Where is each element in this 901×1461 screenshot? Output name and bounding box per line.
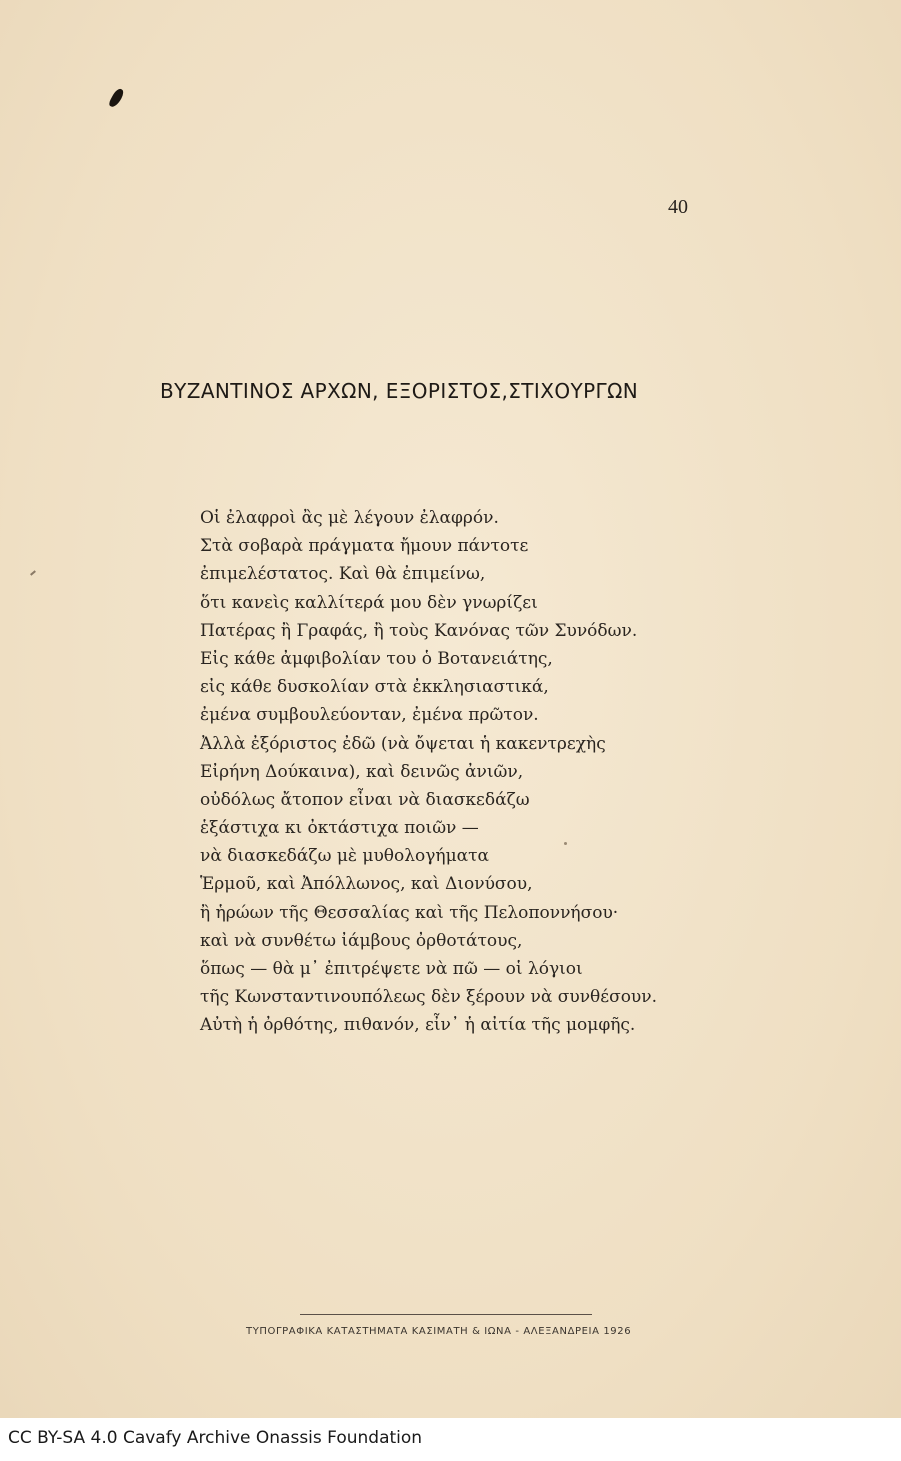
poem-line: ἐπιμελέστατος. Καὶ θὰ ἐπιμείνω, xyxy=(200,564,486,585)
pencil-tick-mark xyxy=(30,570,36,575)
poem-line: ἢ ἡρώων τῆς Θεσσαλίας καὶ τῆς Πελοποννήσου· xyxy=(200,902,619,923)
poem-line: Στὰ σοβαρὰ πράγματα ἤμουν πάντοτε xyxy=(200,536,529,557)
poem-line: Πατέρας ἢ Γραφάς, ἢ τοὺς Κανόνας τῶν Συνόδων. xyxy=(200,620,638,641)
ink-mark xyxy=(108,87,125,109)
poem-line: Ἀλλὰ ἐξόριστος ἐδῶ (νὰ ὄψεται ἡ κακεντρεχὴς xyxy=(200,733,606,754)
poem-line: νὰ διασκεδάζω μὲ μυθολογήματα xyxy=(200,846,490,867)
poem-line: ἑξάστιχα κι ὀκτάστιχα ποιῶν — xyxy=(200,818,479,839)
poem-line: Οἱ ἐλαφροὶ ἂς μὲ λέγουν ἐλαφρόν. xyxy=(200,508,499,528)
poem-line: καὶ νὰ συνθέτω ἰάμβους ὀρθοτάτους, xyxy=(200,930,523,951)
poem-title: ΒΥΖΑΝΤΙΝΟΣ ΑΡΧΩΝ, ΕΞΟΡΙΣΤΟΣ,ΣΤΙΧΟΥΡΓΩΝ xyxy=(160,379,639,403)
footer-rule xyxy=(300,1314,592,1315)
poem-line: Ἑρμοῦ, καὶ Ἀπόλλωνος, καὶ Διονύσου, xyxy=(200,874,533,895)
poem-line: τῆς Κωνσταντινουπόλεως δὲν ξέρουν νὰ συνθέσουν. xyxy=(200,987,657,1008)
poem-body xyxy=(200,504,657,1040)
poem-line: ἐμένα συμβουλεύονταν, ἐμένα πρῶτον. xyxy=(200,705,539,726)
poem-line: Αὐτὴ ἡ ὀρθότης, πιθανόν, εἶν᾽ ἡ αἰτία τῆς μομφῆς. xyxy=(200,1015,636,1036)
printer-imprint: ΤΥΠΟΓΡΑΦΙΚΑ ΚΑΤΑΣΤΗΜΑΤΑ ΚΑΣΙΜΑΤΗ & ΙΩΝΑ - ΑΛΕΞΑΝΔΡΕΙΑ 1926 xyxy=(246,1326,632,1337)
poem-line: Εἰς κάθε ἀμφιβολίαν του ὁ Βοτανειάτης, xyxy=(200,648,553,669)
poem-line: ὅτι κανεὶς καλλίτερά μου δὲν γνωρίζει xyxy=(200,592,538,613)
license-credit: CC BY-SA 4.0 Cavafy Archive Onassis Foundation xyxy=(8,1428,423,1448)
poem-line: οὐδόλως ἄτοπον εἶναι νὰ διασκεδάζω xyxy=(200,789,530,810)
poem-line: εἰς κάθε δυσκολίαν στὰ ἐκκλησιαστικά, xyxy=(200,677,549,698)
page-number: 40 xyxy=(668,196,688,218)
poem-line: ὅπως — θὰ μ᾽ ἐπιτρέψετε νὰ πῶ — οἱ λόγιοι xyxy=(200,959,583,979)
poem-line: Εἰρήνη Δούκαινα), καὶ δεινῶς ἀνιῶν, xyxy=(200,761,524,782)
